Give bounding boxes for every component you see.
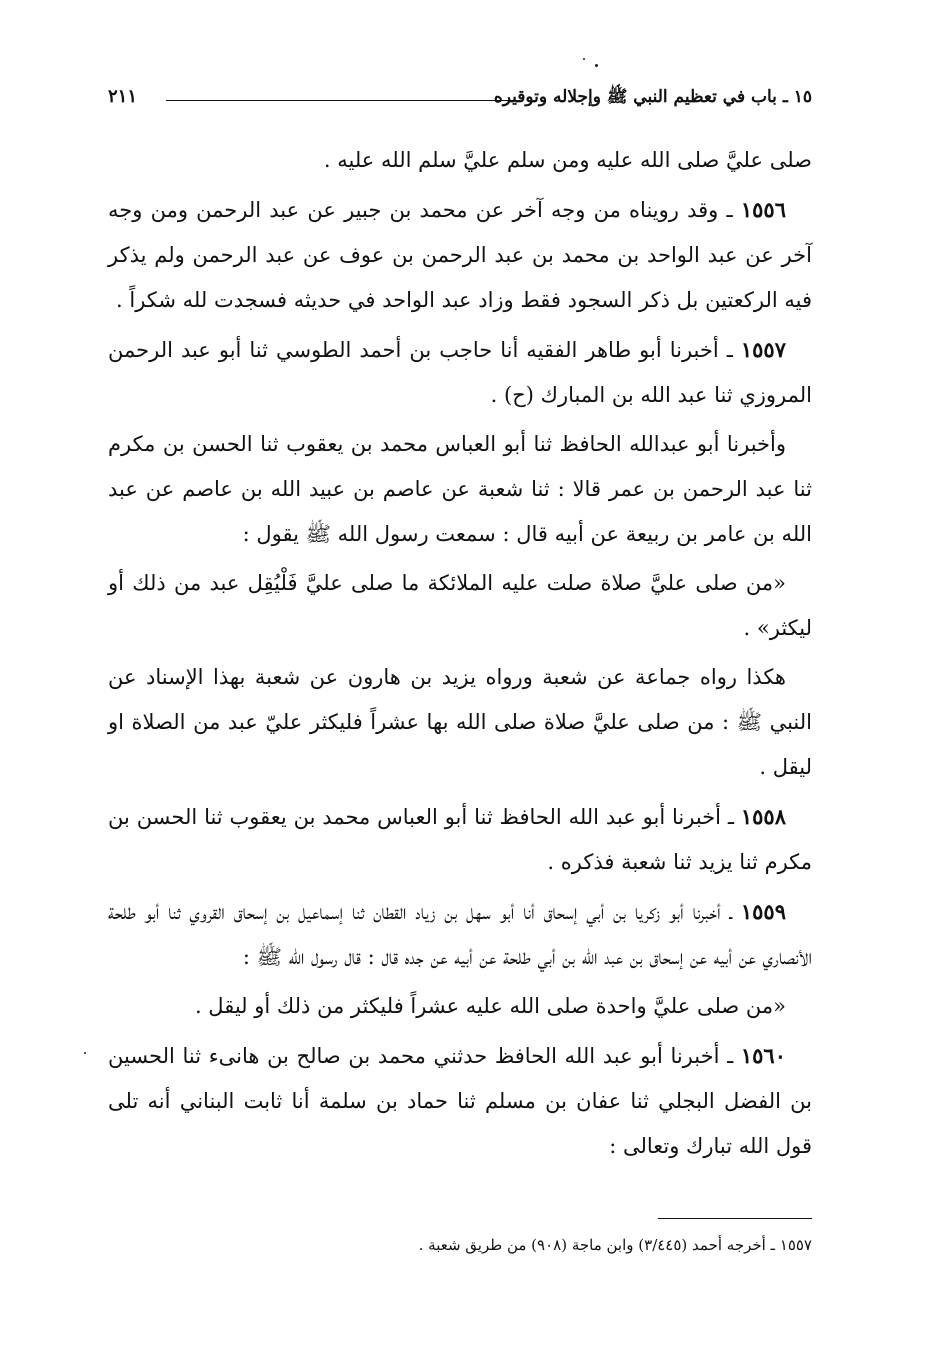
footnote: ١٥٥٧ ـ أخرجه أحمد (٣/٤٤٥) وابن ماجة (٩٠٨) من طريق شعبة . bbox=[418, 1236, 812, 1254]
hadith-number: ١٥٥٩ bbox=[740, 899, 786, 924]
footnote-separator bbox=[658, 1218, 812, 1219]
running-header bbox=[108, 86, 812, 116]
main-text bbox=[108, 138, 812, 1173]
paragraph bbox=[108, 327, 812, 418]
paragraph bbox=[108, 984, 812, 1029]
paragraph-text: وأخبرنا أبو عبدالله الحافظ ثنا أبو العباس محمد بن يعقوب ثنا الحسن بن مكرم ثنا عبد الرحمن بن عمر قالا : ثنا شعبة عن عاصم بن عبيد الله بن عاصم عن عبد الله بن عامر بن ربيعة عن أبيه قال : سمعت رسول الله ﷺ يقول : bbox=[108, 432, 812, 546]
paragraph bbox=[108, 1033, 812, 1169]
paragraph-text: «من صلى عليَّ صلاة صلت عليه الملائكة ما صلى عليَّ فَلْيُقِل عبد من ذلك أو ليكثر» . bbox=[108, 571, 812, 640]
paragraph-text: ـ أخبرنا أبو عبد الله الحافظ حدثني محمد بن صالح بن هانىء ثنا الحسين بن الفضل البجلي ثنا عفان بن مسلم ثنا حماد بن سلمة أنا ثابت البناني أنه تلى قول الله تبارك وتعالى : bbox=[108, 1044, 812, 1158]
scan-speck bbox=[583, 58, 585, 60]
paragraph bbox=[108, 561, 812, 651]
hadith-number: ١٥٦٠ bbox=[740, 1043, 786, 1068]
scan-speck bbox=[84, 1052, 86, 1054]
hadith-number: ١٥٥٦ bbox=[740, 197, 786, 222]
paragraph-text: «من صلى عليَّ واحدة صلى الله عليه عشراً فليكثر من ذلك أو ليقل . bbox=[194, 994, 786, 1018]
paragraph bbox=[108, 187, 812, 323]
paragraph-text: ـ أخبرنا أبو عبد الله الحافظ ثنا أبو العباس محمد بن يعقوب ثنا الحسن بن مكرم ثنا يزيد ثنا شعبة فذكره . bbox=[108, 805, 812, 874]
paragraph-text: صلى عليَّ صلى الله عليه ومن سلم عليَّ سلم الله عليه . bbox=[323, 148, 812, 172]
paragraph bbox=[108, 889, 812, 980]
chapter-title: ١٥ ـ باب في تعظيم النبي ﷺ وإجلاله وتوقيره bbox=[493, 87, 812, 107]
paragraph bbox=[108, 794, 812, 885]
page-number: ٢١١ bbox=[108, 86, 138, 107]
paragraph bbox=[108, 422, 812, 557]
paragraph-text: ـ أخبرنا أبو زكريا بن أبي إسحاق أنا أبو سهل بن زياد القطان ثنا إسماعيل بن إسحاق القروي ثنا أبو طلحة الأنصاري عن أبيه عن إسحاق بن عبد الله بن أبي طلحة عن أبيه عن جده قال : قال رسول الله ﷺ : bbox=[108, 900, 812, 969]
paragraph-text: ـ وقد رويناه من وجه آخر عن محمد بن جبير عن عبد الرحمن ومن وجه آخر عن عبد الواحد بن محمد بن عبد الرحمن بن عوف عن عبد الرحمن ولم يذكر فيه الركعتين بل ذكر السجود فقط وزاد عبد الواحد في حديثه فسجدت لله شكراً . bbox=[108, 198, 812, 312]
paragraph-text: هكذا رواه جماعة عن شعبة ورواه يزيد بن هارون عن شعبة بهذا الإسناد عن النبي ﷺ : من صلى عليَّ صلاة صلى الله بها عشراً فليكثر عليّ عبد من الصلاة او ليقل . bbox=[108, 665, 812, 779]
scan-speck bbox=[595, 64, 598, 67]
hadith-number: ١٥٥٧ bbox=[740, 337, 786, 362]
paragraph-text: ـ أخبرنا أبو طاهر الفقيه أنا حاجب بن أحمد الطوسي ثنا أبو عبد الرحمن المروزي ثنا عبد الله بن المبارك (ح) . bbox=[108, 338, 812, 407]
header-rule bbox=[166, 100, 520, 101]
paragraph bbox=[108, 138, 812, 183]
paragraph bbox=[108, 655, 812, 790]
hadith-number: ١٥٥٨ bbox=[740, 804, 786, 829]
